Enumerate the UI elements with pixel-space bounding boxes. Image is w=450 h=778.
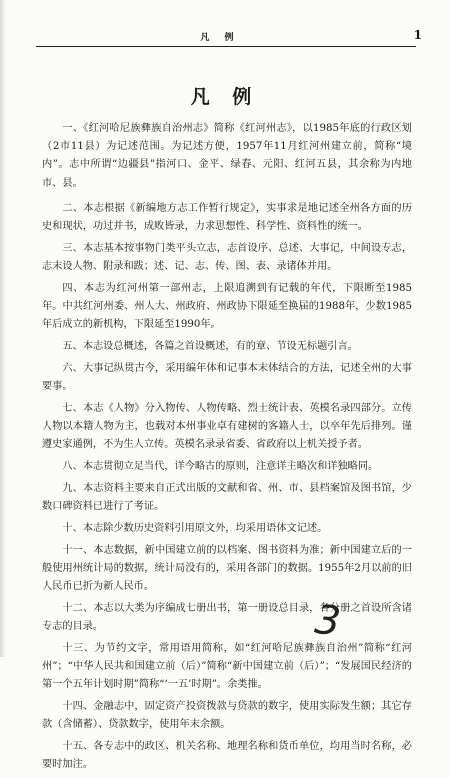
paragraph-3: 三、本志基本按事物门类平头立志，志首设序、总述、大事记，中间设专志，志末设人物、附录和跋；述、记、志、传、图、表、录诸体并用。: [42, 242, 412, 273]
page-title: 凡 例: [190, 86, 260, 108]
header-rule: [36, 46, 416, 47]
paragraph-10: 十、本志除少数历史资料引用原文外，均采用语体文记述。: [62, 522, 328, 534]
paragraph-12: 十二、本志以大类为序编成七册出书，第一册设总目录，各分册之首设所含诸专志的目录。: [42, 602, 412, 633]
paragraph-9: 九、本志资料主要来自正式出版的文献和省、州、市、县档案馆及图书馆，少数口碑资料已进行了考证。: [42, 482, 412, 513]
paragraph-11: 十一、本志数据，新中国建立前的以档案、图书资料为准；新中国建立后的一般使用州统计局的数据，统计局没有的，采用各部门的数据。1955年2月以前的旧人民币已折为新人民币。: [42, 544, 412, 593]
paragraph-7: 七、本志《人物》分入物传、人物传略、烈士统计表、英模名录四部分。立传人物以本籍人物为主，也载对本州事业卓有建树的客籍人士，以卒年先后排列。谨遵史家通例，不为生人立传。英模名录录省委、省政府以上机关授予者。: [42, 402, 412, 451]
page-number: 1: [413, 28, 422, 42]
paragraph-13: 十三、为节约文字，常用语用简称，如“红河哈尼族彝族自治州”简称“红河州”；“中华人民共和国建立前（后）”简称“新中国建立前（后）”；“发展国民经济的第一个五年计划时期”简称“‘一五’时期”。余类推。: [42, 642, 412, 691]
handwritten-number: 3: [312, 596, 343, 646]
paragraph-2: 二、本志根据《新编地方志工作暂行规定》，实事求是地记述全州各方面的历史和现状，功过并书，成败皆录，力求思想性、科学性、资料性的统一。: [42, 202, 412, 233]
paragraph-5: 五、本志设总概述，各篇之首设概述，有的章、节设无标题引言。: [62, 341, 358, 353]
paragraph-15: 十五、各专志中的政区、机关名称、地理名称和货币单位，均用当时名称，必要时加注。: [42, 741, 412, 771]
running-title: 凡 例: [200, 33, 240, 43]
running-header: [36, 28, 422, 44]
paragraph-8: 八、本志贯彻立足当代，详今略古的原则，注意详主略次和详独略同。: [62, 461, 379, 473]
paragraph-4: 四、本志为红河州第一部州志，上限追溯到有记载的年代，下限断至1985年。中共红河州委、州人大、州政府、州政协下限延至换届的1988年，少数1985年后成立的新机构，下限延至1990年。: [42, 282, 412, 331]
paragraph-1: 一、《红河哈尼族彝族自治州志》简称《红河州志》，以1985年底的行政区划（2市11县）为记述范围。为记述方便，1957年11月红河州建立前，简称“境内”。志中所谓“边疆县”指河口、金平、绿春、元阳、红河五县，其余称为内地市、县。: [42, 123, 412, 189]
paragraph-6: 六、大事记纵贯古今，采用编年体和记事本末体结合的方法，记述全州的大事要事。: [42, 362, 412, 393]
body-text: [42, 120, 412, 778]
paragraph-14: 十四、金融志中，固定资产投资拨款与贷款的数字，使用实际发生额；其它存款（含储蓄）、贷款数字，使用年末余额。: [42, 701, 412, 731]
